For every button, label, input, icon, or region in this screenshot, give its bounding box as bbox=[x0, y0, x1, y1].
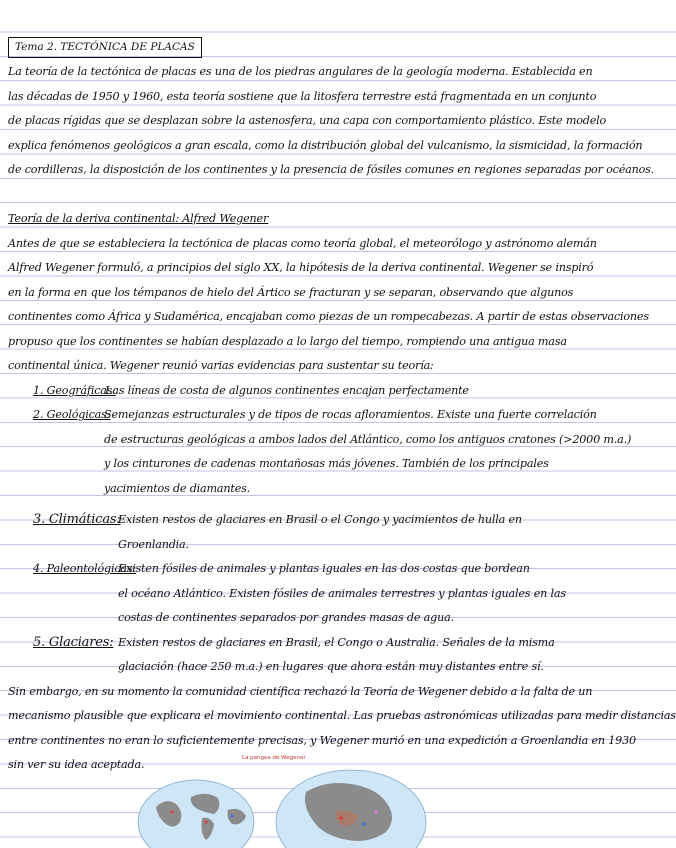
pangea-illustration bbox=[136, 752, 436, 848]
section-line: en la forma en que los témpanos de hielo del Ártico se fracturan y se separan, observando que algunos bbox=[8, 286, 574, 299]
conclusion-line: mecanismo plausible que explicara el movimiento continental. Las pruebas astronómicas utilizadas para medir distancias bbox=[8, 709, 676, 722]
evidence-text: y los cinturones de cadenas montañosas más jóvenes. También de los principales bbox=[104, 457, 549, 470]
evidence-label: 5. Glaciares: bbox=[33, 635, 114, 650]
evidence-label: 1. Geográficas: bbox=[33, 384, 116, 397]
section-line: continental única. Wegener reunió varias evidencias para sustentar su teoría: bbox=[8, 359, 434, 372]
evidence-label: 3. Climáticas: bbox=[33, 512, 121, 527]
evidence-text: de estructuras geológicas a ambos lados del Atlántico, como los antiguos cratones (>2000 m.a.) bbox=[104, 433, 632, 446]
evidence-label: 2. Geológicas: bbox=[33, 408, 111, 421]
figure-caption: La pangea de Wegener bbox=[242, 755, 306, 761]
evidence-text: yacimientos de diamantes. bbox=[104, 482, 251, 495]
evidence-text: el océano Atlántico. Existen fósiles de animales terrestres y plantas iguales en las bbox=[118, 587, 566, 600]
conclusion-line: sin ver su idea aceptada. bbox=[8, 758, 145, 771]
page-title: Tema 2. TECTÓNICA DE PLACAS bbox=[8, 37, 202, 58]
evidence-text: Existen restos de glaciares en Brasil o el Congo y yacimientos de hulla en bbox=[118, 513, 522, 526]
evidence-text: glaciación (hace 250 m.a.) en lugares que ahora están muy distantes entre sí. bbox=[118, 660, 544, 673]
section-line: Antes de que se estableciera la tectónica de placas como teoría global, el meteorólogo y astrónomo alemán bbox=[8, 237, 597, 250]
section-heading: Teoría de la deriva continental: Alfred Wegener bbox=[8, 212, 269, 225]
evidence-text: Las líneas de costa de algunos continentes encajan perfectamente bbox=[105, 384, 469, 397]
evidence-label: 4. Paleontológicas: bbox=[33, 562, 136, 575]
pangea-globe bbox=[276, 770, 426, 848]
evidence-text: Existen restos de glaciares en Brasil, el Congo o Australia. Señales de la misma bbox=[118, 636, 555, 649]
intro-line: las décadas de 1950 y 1960, esta teoría sostiene que la litosfera terrestre está fragmentada en un conjunto bbox=[8, 90, 597, 103]
intro-line: de placas rígidas que se desplazan sobre la astenosfera, una capa con comportamiento plástico. Este modelo bbox=[8, 114, 607, 127]
intro-line: de cordilleras, la disposición de los continentes y la presencia de fósiles comunes en regiones separadas por océanos. bbox=[8, 163, 655, 176]
section-line: Alfred Wegener formuló, a principios del siglo XX, la hipótesis de la deriva continental. Wegener se inspiró bbox=[8, 261, 594, 274]
conclusion-line: Sin embargo, en su momento la comunidad científica rechazó la Teoría de Wegener debido a la falta de un bbox=[8, 685, 593, 698]
conclusion-line: entre continentes no eran lo suficientemente precisas, y Wegener murió en una expedición a Groenlandia en 1930 bbox=[8, 734, 636, 747]
section-line: propuso que los continentes se habían desplazado a lo largo del tiempo, rompiendo una antigua masa bbox=[8, 335, 567, 348]
intro-line: La teoría de la tectónica de placas es una de los piedras angulares de la geología moderna. Establecida en bbox=[8, 65, 593, 78]
evidence-text: Existen fósiles de animales y plantas iguales en las dos costas que bordean bbox=[118, 562, 530, 575]
evidence-text: Semejanzas estructurales y de tipos de rocas afloramientos. Existe una fuerte correlación bbox=[104, 408, 597, 421]
evidence-text: costas de continentes separados por grandes masas de agua. bbox=[118, 611, 454, 624]
intro-line: explica fenómenos geológicos a gran escala, como la distribución global del vulcanismo, la sismicidad, la formación bbox=[8, 139, 643, 152]
evidence-text: Groenlandia. bbox=[118, 538, 189, 551]
world-map-globe bbox=[138, 780, 254, 848]
section-line: continentes como África y Sudamérica, encajaban como piezas de un rompecabezas. A partir de estas observaciones bbox=[8, 310, 649, 323]
